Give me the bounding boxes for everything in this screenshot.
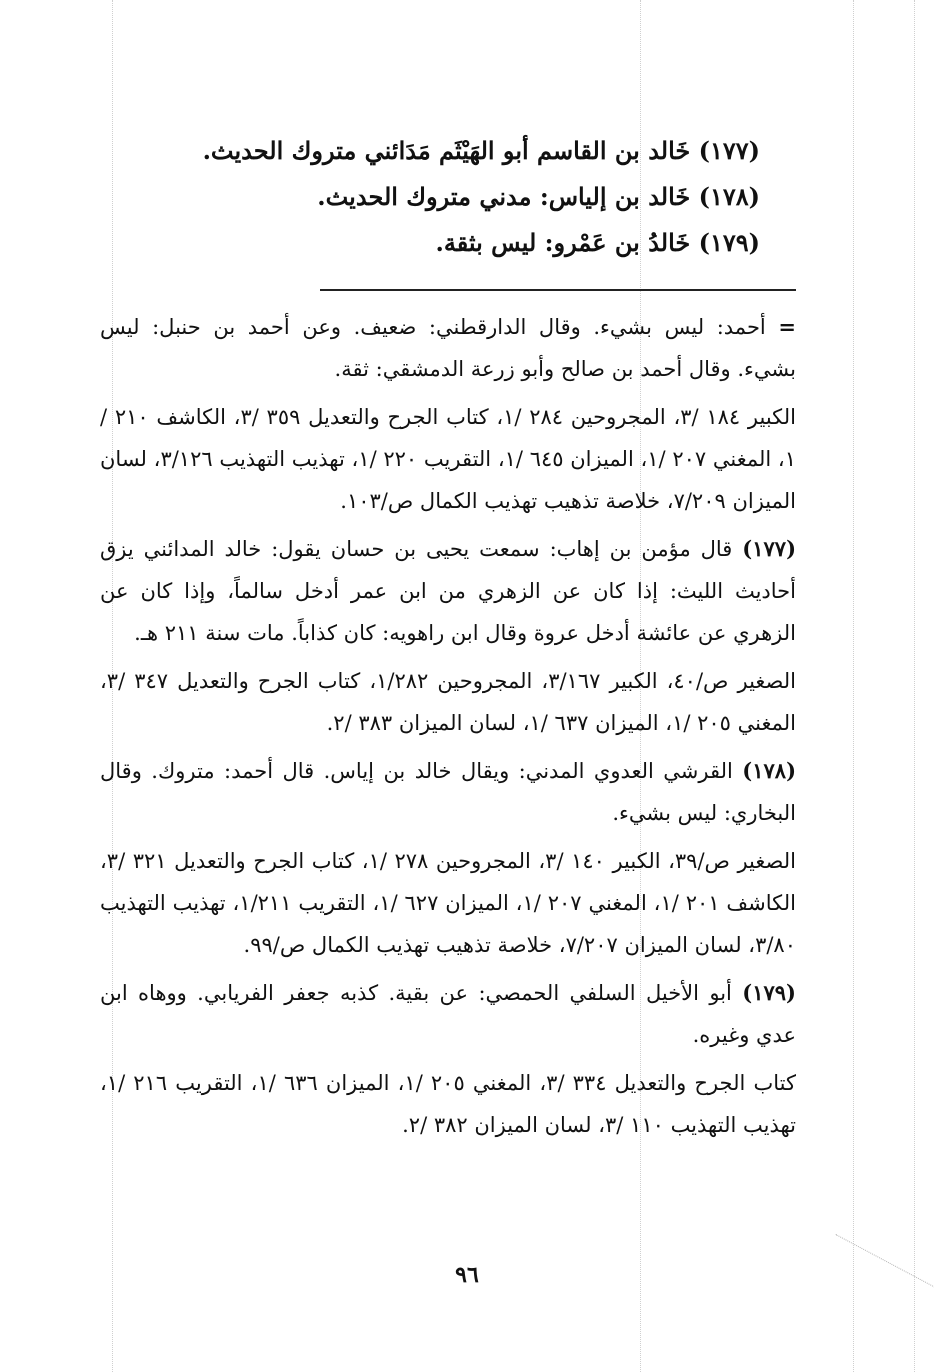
footnote-178 bbox=[100, 750, 796, 834]
footnote-text: الصغير ص/٣٩، الكبير ١٤٠ /٣، المجروحين ٢٧٨ /١، كتاب الجرح والتعديل ٣٢١ /٣، الكاشف ٢٠١ /١، المغني ٢٠٧ /١، الميزان ٦٢٧ /١، التقريب ١/٢١١، تهذيب التهذيب ٣/٨٠، لسان الميزان ٧/٢٠٧، خلاصة تذهيب تهذيب الكمال ص/٩٩. bbox=[100, 849, 796, 957]
footnote-177 bbox=[100, 528, 796, 654]
main-entries bbox=[150, 128, 760, 266]
footnote-prefix: (١٧٧) bbox=[742, 536, 797, 561]
page-number: ٩٦ bbox=[455, 1262, 479, 1288]
scan-artifact-line bbox=[914, 0, 915, 1372]
main-entry-177: (١٧٧) خَالد بن القاسم أبو الهَيْثَم مَدَائني متروك الحديث. bbox=[202, 136, 760, 165]
footnote-references bbox=[100, 840, 796, 966]
footnotes bbox=[100, 306, 796, 1152]
footnote-prefix: (١٧٨) bbox=[742, 758, 796, 783]
footnote-references bbox=[100, 396, 796, 522]
footnote-text: الكبير ١٨٤ /٣، المجروحين ٢٨٤ /١، كتاب الجرح والتعديل ٣٥٩ /٣، الكاشف ٢١٠ /١، المغني ٢٠٧ /١، الميزان ٦٤٥ /١، التقريب ٢٢٠ /١، تهذيب التهذيب ٣/١٢٦، لسان الميزان ٧/٢٠٩، خلاصة تذهيب تهذيب الكمال ص/١٠٣. bbox=[100, 405, 796, 513]
footnote-text: القرشي العدوي المدني: ويقال خالد بن إياس. قال أحمد: متروك. وقال البخاري: ليس بشيء. bbox=[100, 759, 796, 825]
footnote-prefix: = bbox=[778, 314, 796, 339]
scan-artifact-line bbox=[853, 0, 854, 1372]
footnote-text: أبو الأخيل السلفي الحمصي: عن بقية. كذبه جعفر الفريابي. ووهاه ابن عدي وغيره. bbox=[100, 981, 796, 1047]
main-entry-178: (١٧٨) خَالد بن إلياس: مدني متروك الحديث. bbox=[317, 182, 760, 211]
main-entry-179: (١٧٩) خَالدُ بن عَمْرو: ليس بثقة. bbox=[435, 228, 760, 257]
footnote-179 bbox=[100, 972, 796, 1056]
footnote-references bbox=[100, 660, 796, 744]
footnote-text: كتاب الجرح والتعديل ٣٣٤ /٣، المغني ٢٠٥ /١، الميزان ٦٣٦ /١، التقريب ٢١٦ /١، تهذيب التهذيب ١١٠ /٣، لسان الميزان ٣٨٢ /٢. bbox=[100, 1071, 796, 1137]
footnote-text: الصغير ص/٤٠، الكبير ٣/١٦٧، المجروحين ١/٢٨٢، كتاب الجرح والتعديل ٣٤٧ /٣، المغني ٢٠٥ /١، الميزان ٦٣٧ /١، لسان الميزان ٣٨٣ /٢. bbox=[100, 669, 796, 735]
footnote-prefix: (١٧٩) bbox=[742, 980, 796, 1005]
footnote-continuation bbox=[100, 306, 796, 390]
footnote-separator bbox=[320, 289, 796, 291]
footnote-text: قال مؤمن بن إهاب: سمعت يحيى بن حسان يقول: خالد المدائني يزق أحاديث الليث: إذا كان عن الزهري من ابن عمر أدخل سالماً، وإذا كان عن الزهري عن عائشة أدخل عروة وقال ابن راهويه: كان كذاباً. مات سنة ٢١١ هـ. bbox=[100, 537, 796, 645]
footnote-text: أحمد: ليس بشيء. وقال الدارقطني: ضعيف. وعن أحمد بن حنبل: ليس بشيء. وقال أحمد بن صالح وأبو زرعة الدمشقي: ثقة. bbox=[100, 315, 796, 381]
footnote-references bbox=[100, 1062, 796, 1146]
